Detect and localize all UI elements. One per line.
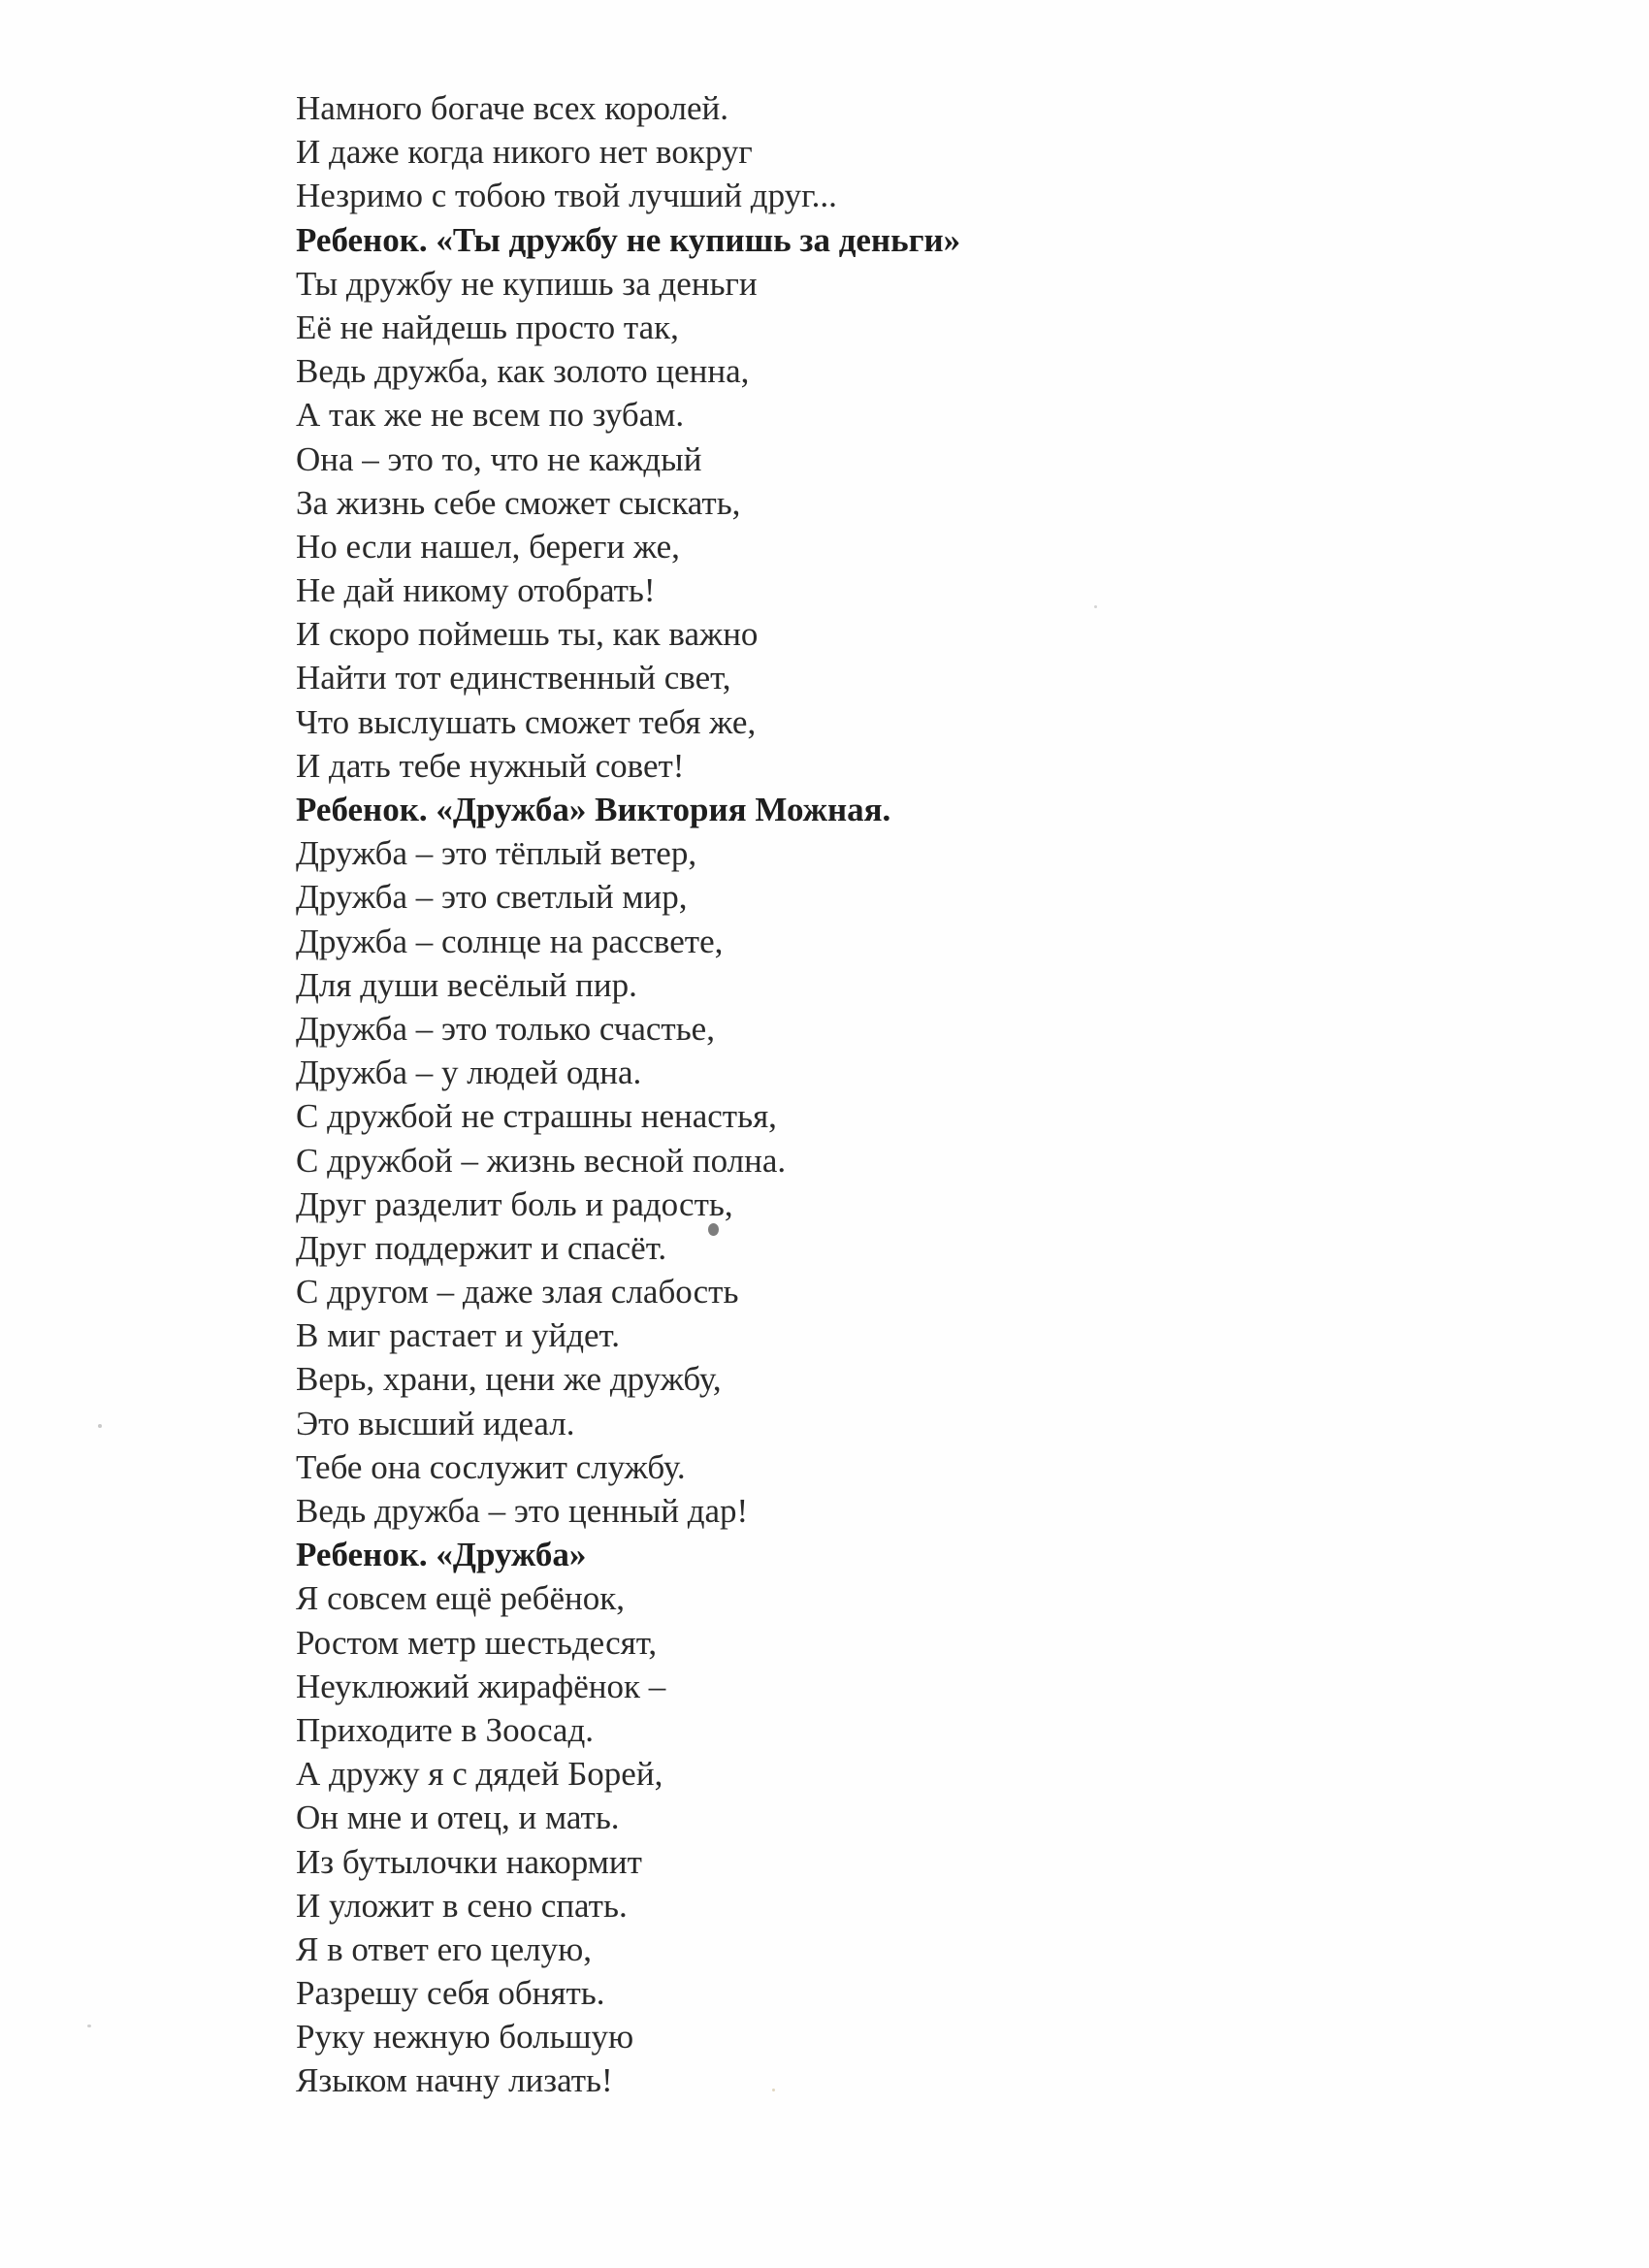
poem-line: Ведь дружба – это ценный дар! bbox=[296, 1492, 749, 1530]
poem-line: С дружбой – жизнь весной полна. bbox=[296, 1141, 787, 1180]
poem-line: Он мне и отец, и мать. bbox=[296, 1798, 620, 1837]
poem-line: Руку нежную большую bbox=[296, 2018, 634, 2057]
poem-line: Верь, храни, цени же дружбу, bbox=[296, 1360, 722, 1399]
poem-line: А дружу я с дядей Борей, bbox=[296, 1755, 663, 1794]
scan-dust-speck bbox=[1094, 605, 1097, 608]
poem-line: Дружба – солнце на рассвете, bbox=[296, 922, 724, 960]
poem-line: Найти тот единственный свет, bbox=[296, 659, 731, 697]
poem-text-column bbox=[296, 86, 1460, 2103]
scan-dust-speck bbox=[98, 1424, 102, 1428]
poem-line: И скоро поймешь ты, как важно bbox=[296, 615, 759, 654]
poem-line: Тебе она сослужит службу. bbox=[296, 1447, 686, 1486]
poem-line: Дружба – у людей одна. bbox=[296, 1053, 642, 1092]
poem-line: Но если нашел, береги же, bbox=[296, 527, 680, 566]
poem-line: В миг растает и уйдет. bbox=[296, 1316, 620, 1355]
poem-line: И дать тебе нужный совет! bbox=[296, 746, 685, 785]
poem-line: Друг разделит боль и радость, bbox=[296, 1184, 733, 1223]
poem-line: С другом – даже злая слабость bbox=[296, 1273, 739, 1312]
poem-line: Ведь дружба, как золото ценна, bbox=[296, 352, 750, 391]
poem-line: Не дай никому отобрать! bbox=[296, 571, 656, 610]
poem-line: Я совсем ещё ребёнок, bbox=[296, 1579, 625, 1618]
poem-line: Её не найдешь просто так, bbox=[296, 308, 679, 346]
poem-line: С дружбой не страшны ненастья, bbox=[296, 1097, 777, 1136]
poem-line: Приходите в Зоосад. bbox=[296, 1710, 595, 1749]
poem-line: Неуклюжий жирафёнок – bbox=[296, 1667, 666, 1705]
section-heading: Ребенок. «Дружба» bbox=[296, 1536, 587, 1574]
poem-line: Намного богаче всех королей. bbox=[296, 89, 728, 127]
poem-line: Она – это то, что не каждый bbox=[296, 439, 702, 478]
poem-line: Я в ответ его целую, bbox=[296, 1929, 593, 1968]
poem-line: Дружба – это светлый мир, bbox=[296, 878, 688, 917]
poem-line: Дружба – это тёплый ветер, bbox=[296, 834, 697, 873]
scan-dust-speck bbox=[87, 2025, 91, 2027]
poem-line: И даже когда никого нет вокруг bbox=[296, 133, 753, 172]
poem-line: Что выслушать сможет тебя же, bbox=[296, 702, 757, 741]
poem-line: Из бутылочки накормит bbox=[296, 1842, 642, 1881]
poem-line: Ты дружбу не купишь за деньги bbox=[296, 264, 758, 303]
poem-line: И уложит в сено спать. bbox=[296, 1886, 628, 1925]
poem-line: Это высший идеал. bbox=[296, 1404, 575, 1442]
section-heading: Ребенок. «Ты дружбу не купишь за деньги» bbox=[296, 220, 961, 259]
poem-line: Незримо с тобою твой лучший друг... bbox=[296, 177, 837, 215]
ink-speck bbox=[708, 1223, 719, 1236]
poem-line: Друг поддержит и спасёт. bbox=[296, 1228, 667, 1267]
poem-line: Языком начну лизать! bbox=[296, 2061, 613, 2100]
poem-line: А так же не всем по зубам. bbox=[296, 396, 685, 435]
scan-dust-speck bbox=[772, 2089, 775, 2091]
poem-line: Для души весёлый пир. bbox=[296, 965, 637, 1004]
poem-line: Разрешу себя обнять. bbox=[296, 1974, 605, 2013]
poem-line: За жизнь себе сможет сыскать, bbox=[296, 483, 741, 522]
poem-line: Дружба – это только счастье, bbox=[296, 1009, 715, 1048]
poem-line: Ростом метр шестьдесят, bbox=[296, 1623, 658, 1662]
section-heading: Ребенок. «Дружба» Виктория Можная. bbox=[296, 791, 891, 828]
